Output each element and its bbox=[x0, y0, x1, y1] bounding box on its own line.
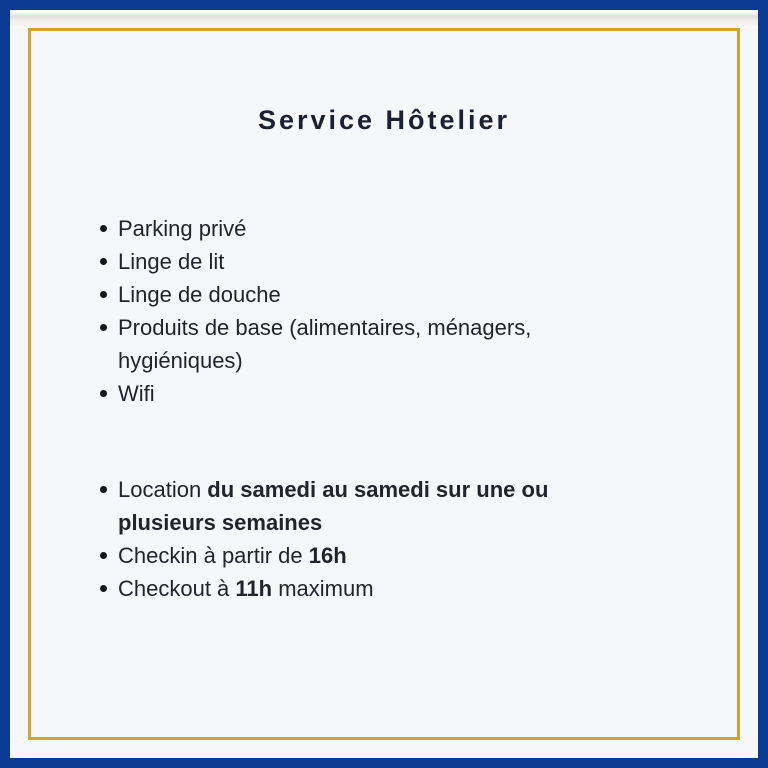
list-item-text: Wifi bbox=[118, 381, 155, 406]
list-item-text: plusieurs semaines bbox=[118, 510, 323, 535]
list-item-text: Checkin à partir de bbox=[118, 543, 309, 568]
list-item-text: Parking privé bbox=[118, 216, 247, 241]
list-item-text: hygiéniques) bbox=[118, 348, 243, 373]
list-item bbox=[118, 572, 598, 605]
page-title: Service Hôtelier bbox=[257, 105, 511, 135]
content-area bbox=[31, 31, 737, 737]
list-item-text: Linge de douche bbox=[118, 282, 281, 307]
list-item bbox=[118, 377, 598, 410]
amenities-list bbox=[118, 212, 598, 410]
list-item-text: Linge de lit bbox=[118, 249, 225, 274]
booking-conditions-list bbox=[118, 473, 598, 605]
top-shadow-gradient bbox=[10, 11, 758, 28]
list-item-text: Checkout à bbox=[118, 576, 236, 601]
list-item bbox=[118, 278, 598, 311]
list-item-text: Produits de base (alimentaires, ménagers, bbox=[118, 315, 532, 340]
list-item-text: 11h bbox=[235, 576, 273, 601]
page-background bbox=[10, 10, 758, 758]
list-item-text: du samedi au samedi sur une ou bbox=[207, 477, 549, 502]
list-item-text: Location bbox=[118, 477, 208, 502]
list-item bbox=[118, 473, 598, 539]
list-item bbox=[118, 539, 598, 572]
list-item-text: maximum bbox=[272, 576, 374, 601]
list-item-text: 16h bbox=[308, 543, 347, 568]
list-item bbox=[118, 245, 598, 278]
list-item bbox=[118, 311, 598, 377]
list-item bbox=[118, 212, 598, 245]
